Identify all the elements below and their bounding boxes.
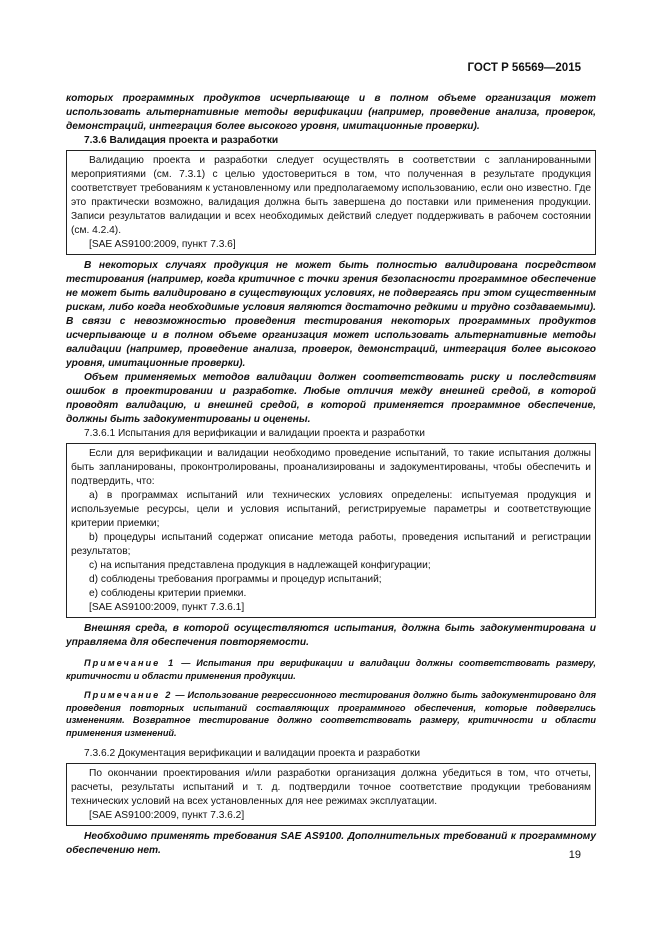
quote-reference: [SAE AS9100:2009, пункт 7.3.6] [89,239,236,250]
list-item: e) соблюдены критерии приемки. [89,588,247,599]
page-number: 19 [568,849,581,861]
supplement-paragraph: Объем применяемых методов валидации должен соответствовать риску и последствиям ошибок в проектировании и разработке. Любые отличия между внешней средой, в которой проводят валидацию, и внешней средой, в которой применяется программное обеспечение, должны быть задокументированы и оценены. [66,372,596,425]
quote-box-7-3-6 [66,150,596,255]
note-text: — Испытания при верификации и валидации должны соответствовать размеру, критичности и области применения продукции. [66,658,596,681]
list-item: a) в программах испытаний или технических условиях определены: испытуемая продукция и используемые ресурсы, цели и условия испытаний, регистрируемые параметры и соответствующие критерии приемки; [71,490,591,529]
quote-text: Если для верификации и валидации необходимо проведение испытаний, то такие испытания должны быть запланированы, проконтролированы, проанализированы и задокументированы, чтобы обеспечить и подтвердить, что: [71,448,591,487]
note-label: Примечание 2 [84,690,173,700]
quote-box-7-3-6-2 [66,763,596,826]
supplement-paragraph: Внешняя среда, в которой осуществляются испытания, должна быть задокументирована и управляема для обеспечения повторяемости. [66,623,596,648]
quote-box-7-3-6-1 [66,443,596,618]
supplement-paragraph: В некоторых случаях продукция не может быть полностью валидирована посредством тестирования (например, когда критичное с точки зрения безопасности программное обеспечение не может быть валидировано в существующих условиях, не подвергаясь при этом существенным рискам, либо когда необходимые условия являются достаточно редкими и трудно создаваемыми). В связи с невозможностью проведения тестирования некоторых программных продуктов исчерпывающе и в полном объеме организация может использовать альтернативные методы валидации (например, проведение анализа, проверок, демонстраций, интеграция более высокого уровня, имитационные проверки). [66,260,596,369]
intro-paragraph: которых программных продуктов исчерпывающе и в полном объеме организация может использовать альтернативные методы верификации (например, проведение анализа, проверок, демонстраций, интеграция более высокого уровня, имитационные проверки). [66,93,596,132]
quote-reference: [SAE AS9100:2009, пункт 7.3.6.1] [89,602,245,613]
section-7-3-6-heading: 7.3.6 Валидация проекта и разработки [84,135,279,146]
note-2 [66,689,596,739]
note-label: Примечание 1 [84,658,176,668]
note-1 [66,657,596,682]
standard-number: ГОСТ Р 56569—2015 [467,62,581,74]
supplement-paragraph: Необходимо применять требования SAE AS9100. Дополнительных требований к программному обеспечению нет. [66,831,596,856]
note-text: — Использование регрессионного тестирования должно быть задокументировано для проведения повторных испытаний составляющих программного обеспечения, которые подверглись изменениям. Возвратное тестирование должно соответствовать размеру, критичности и области применения изменений. [66,690,596,738]
list-item: b) процедуры испытаний содержат описание метода работы, проведения испытаний и регистрации результатов; [71,532,591,557]
list-item: d) соблюдены требования программы и процедур испытаний; [89,574,382,585]
list-item: c) на испытания представлена продукция в надлежащей конфигурации; [89,560,431,571]
quote-reference: [SAE AS9100:2009, пункт 7.3.6.2] [89,810,245,821]
quote-text: Валидацию проекта и разработки следует осуществлять в соответствии с запланированными мероприятиями (см. 7.3.1) с целью удостовериться в том, что полученная в результате продукция соответствует требованиям к установленному или предполагаемому использованию, если оно известно. Где это практически возможно, валидация должна быть завершена до поставки или применения продукции. Записи результатов валидации и всех необходимых действий следует поддерживать в рабочем состоянии (см. 4.2.4). [71,155,591,236]
section-7-3-6-2-heading: 7.3.6.2 Документация верификации и валидации проекта и разработки [84,748,421,759]
page-content [66,92,596,858]
quote-text: По окончании проектирования и/или разработки организация должна убедиться в том, что отчеты, расчеты, результаты испытаний и т. д. подтвердили точное соответствие продукции требованиям технических условий на всех установленных для нее режимах эксплуатации. [71,768,591,807]
section-7-3-6-1-heading: 7.3.6.1 Испытания для верификации и валидации проекта и разработки [84,428,425,439]
